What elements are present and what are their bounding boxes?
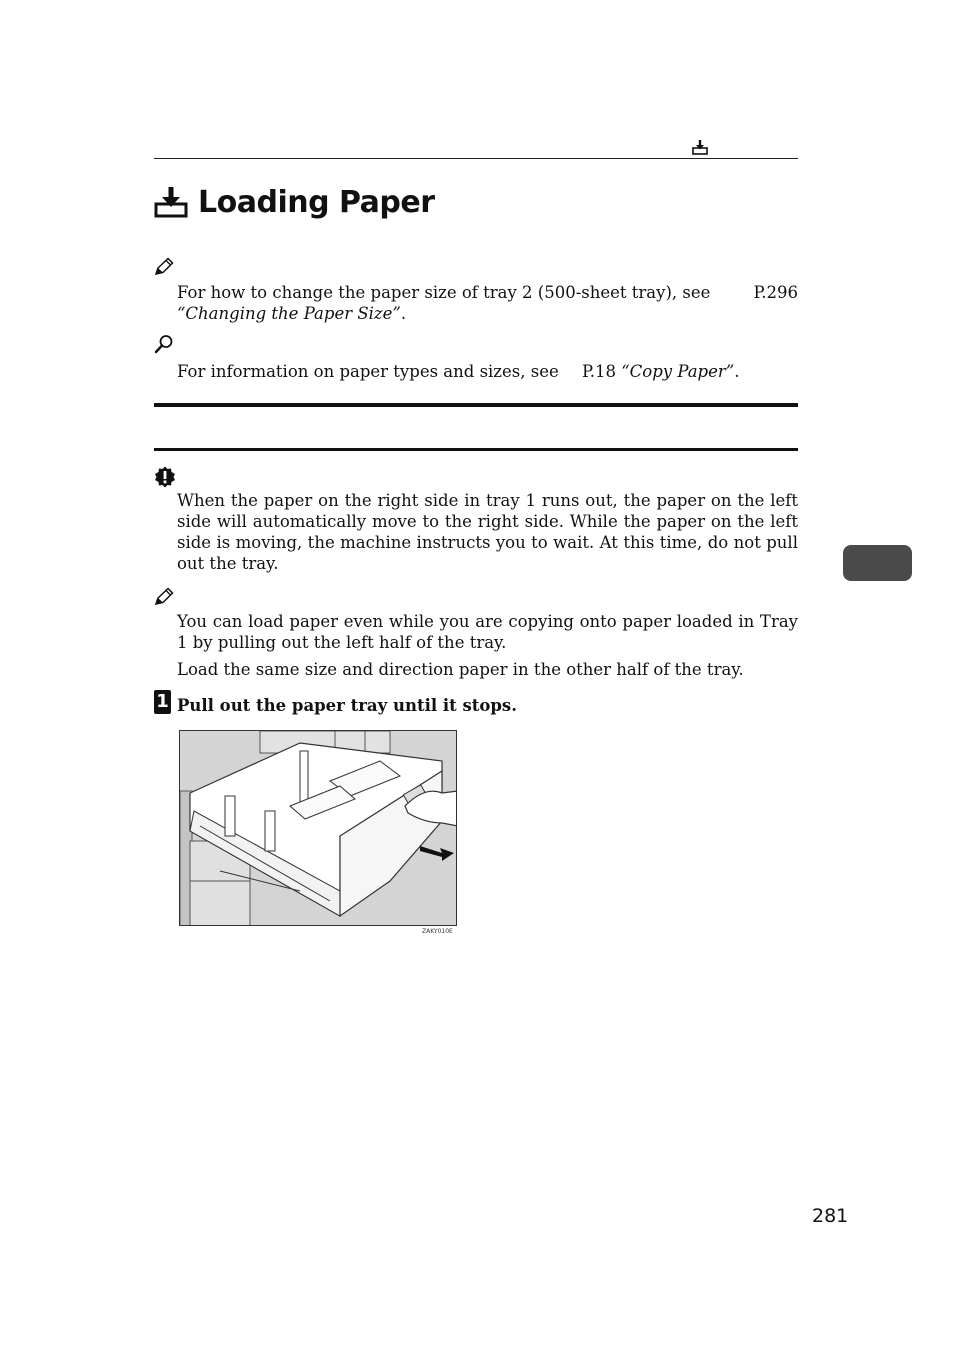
note-line: For how to change the paper size of tray 2 (500-sheet tray), see (177, 283, 711, 302)
section-title: Loading Paper (198, 184, 435, 220)
important-text: When the paper on the right side in tray 1 runs out, the paper on the left side will automatically move to the right side. While the paper on the left side is moving, the machine instructs you to wait. At this time, do not pull out the tray. (177, 491, 798, 573)
load-paper-icon (154, 185, 188, 219)
note-text: You can load paper even while you are copying onto paper loaded in Tray 1 by pulling out the left half of the tray. (177, 612, 798, 652)
important-badge-icon (154, 466, 174, 486)
page-title (154, 182, 435, 222)
page-number: 281 (812, 1205, 849, 1227)
tray-illustration (179, 730, 457, 926)
step-number: 1 (154, 690, 171, 714)
page-ref-link[interactable]: P.18 (581, 362, 616, 381)
load-paper-icon (692, 139, 708, 155)
note-text: For how to change the paper size of tray 2 (500-sheet tray), see P.296 “Changing the Paper Size”. (177, 283, 798, 323)
page-ref-link[interactable]: P.296 (753, 283, 798, 302)
note-text: Load the same size and direction paper in the other half of the tray. (177, 660, 744, 679)
pencil-note-icon (154, 587, 174, 607)
magnifier-icon (154, 334, 174, 354)
section-rule-top (154, 403, 798, 407)
reference-text: For information on paper types and sizes, see P.18 “Copy Paper”. (177, 362, 740, 381)
chapter-tab (843, 545, 912, 581)
pencil-note-icon (154, 257, 174, 277)
figure-caption: ZAKY010E (422, 928, 453, 935)
ref-title-link[interactable]: “Copy Paper” (621, 362, 735, 381)
step-instruction: Pull out the paper tray until it stops. (177, 696, 517, 715)
ref-title-link[interactable]: “Changing the Paper Size” (177, 304, 401, 323)
subsection-rule (154, 448, 798, 451)
header-rule (154, 158, 798, 159)
